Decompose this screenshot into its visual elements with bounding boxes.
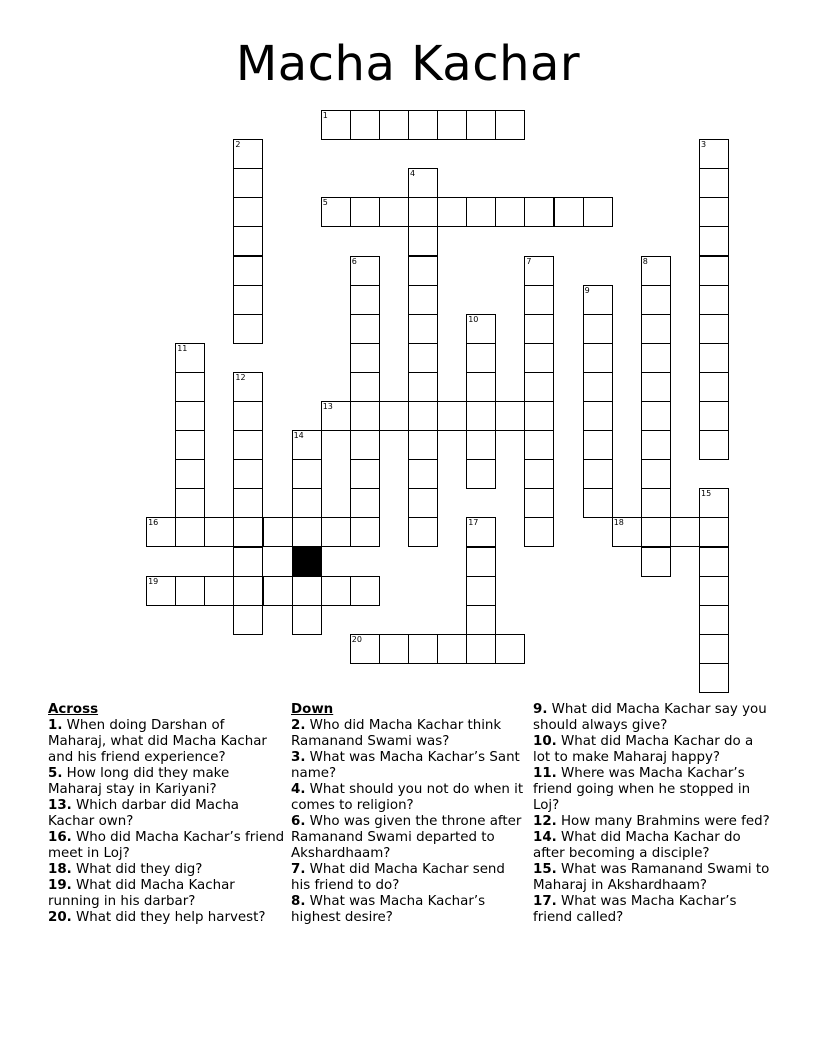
clue-text: Who did Macha Kachar’s friend meet in Loj? — [48, 830, 285, 861]
grid-cell[interactable] — [233, 372, 263, 402]
grid-cell[interactable] — [233, 139, 263, 169]
clue-number: 8 — [642, 256, 648, 266]
grid-cell[interactable] — [321, 197, 351, 227]
clue-text: How many Brahmins were fed? — [556, 814, 770, 829]
grid-cell[interactable] — [233, 314, 263, 344]
grid-cell[interactable] — [233, 459, 263, 489]
grid-cell[interactable] — [175, 488, 205, 518]
clue-number-label: 20. — [48, 910, 72, 925]
grid-cell[interactable] — [175, 401, 205, 431]
grid-cell[interactable] — [466, 459, 496, 489]
grid-cell[interactable] — [292, 517, 322, 547]
clue-number: 7 — [526, 256, 532, 266]
clue-number-label: 3. — [291, 750, 306, 765]
grid-cell[interactable] — [699, 168, 729, 198]
grid-cell[interactable] — [350, 576, 380, 606]
grid-cell[interactable] — [233, 401, 263, 431]
grid-cell[interactable] — [437, 197, 467, 227]
grid-cell[interactable] — [408, 197, 438, 227]
clue-number-label: 13. — [48, 798, 72, 813]
grid-cell[interactable] — [175, 576, 205, 606]
grid-cell[interactable] — [350, 110, 380, 140]
grid-cell[interactable] — [495, 110, 525, 140]
grid-cell[interactable] — [466, 372, 496, 402]
grid-cell[interactable] — [233, 488, 263, 518]
clue-number-label: 18. — [48, 862, 72, 877]
grid-cell[interactable] — [233, 517, 263, 547]
grid-cell[interactable] — [350, 634, 380, 664]
grid-cell[interactable] — [699, 314, 729, 344]
grid-cell[interactable] — [641, 430, 671, 460]
clue-item — [48, 766, 286, 798]
clue-number: 10 — [468, 314, 479, 324]
clue-number-label: 8. — [291, 894, 306, 909]
grid-cell[interactable] — [466, 547, 496, 577]
clue-number: 19 — [148, 576, 159, 586]
grid-cell[interactable] — [699, 197, 729, 227]
grid-cell[interactable] — [524, 372, 554, 402]
grid-cell[interactable] — [350, 256, 380, 286]
black-square — [292, 547, 322, 577]
grid-cell[interactable] — [321, 517, 351, 547]
grid-cell[interactable] — [466, 430, 496, 460]
clue-number: 6 — [351, 256, 357, 266]
clue-item — [291, 814, 527, 862]
grid-cell[interactable] — [699, 576, 729, 606]
clue-number-label: 11. — [533, 766, 557, 781]
grid-cell[interactable] — [350, 430, 380, 460]
grid-cell[interactable] — [583, 285, 613, 315]
grid-cell[interactable] — [321, 110, 351, 140]
grid-cell[interactable] — [350, 372, 380, 402]
grid-cell[interactable] — [641, 372, 671, 402]
grid-cell[interactable] — [408, 401, 438, 431]
grid-cell[interactable] — [321, 576, 351, 606]
clue-number-label: 10. — [533, 734, 557, 749]
grid-cell[interactable] — [350, 401, 380, 431]
grid-cell[interactable] — [699, 401, 729, 431]
clue-item — [48, 910, 286, 926]
clue-number: 3 — [701, 140, 707, 150]
clue-number-label: 17. — [533, 894, 557, 909]
grid-cell[interactable] — [408, 430, 438, 460]
grid-cell[interactable] — [524, 430, 554, 460]
grid-cell[interactable] — [524, 401, 554, 431]
grid-cell[interactable] — [408, 285, 438, 315]
grid-cell[interactable] — [641, 517, 671, 547]
clue-item — [533, 830, 771, 862]
grid-cell[interactable] — [524, 314, 554, 344]
grid-cell[interactable] — [524, 256, 554, 286]
clue-item — [48, 830, 286, 862]
grid-cell[interactable] — [583, 343, 613, 373]
grid-cell[interactable] — [408, 168, 438, 198]
down-heading: Down — [291, 702, 334, 717]
grid-cell[interactable] — [263, 576, 293, 606]
grid-cell[interactable] — [583, 197, 613, 227]
grid-cell[interactable] — [641, 256, 671, 286]
grid-cell[interactable] — [612, 517, 642, 547]
grid-cell[interactable] — [641, 459, 671, 489]
clue-number: 4 — [410, 169, 416, 179]
grid-cell[interactable] — [233, 256, 263, 286]
grid-cell[interactable] — [292, 488, 322, 518]
clue-text: What did Macha Kachar send his friend to do? — [291, 862, 505, 893]
grid-cell[interactable] — [699, 256, 729, 286]
grid-cell[interactable] — [408, 256, 438, 286]
clue-item — [291, 894, 527, 926]
across-clues-column — [48, 702, 286, 926]
grid-cell[interactable] — [292, 605, 322, 635]
clue-item — [533, 862, 771, 894]
clue-item — [291, 718, 527, 750]
clue-number: 15 — [701, 489, 712, 499]
clue-number-label: 1. — [48, 718, 63, 733]
grid-cell[interactable] — [175, 459, 205, 489]
clue-item — [533, 734, 771, 766]
grid-cell[interactable] — [408, 314, 438, 344]
clue-number: 11 — [177, 343, 188, 353]
clue-text: What was Ramanand Swami to Maharaj in Akshardhaam? — [533, 862, 770, 893]
clue-item — [48, 878, 286, 910]
clue-text: What was Macha Kachar’s highest desire? — [291, 894, 486, 925]
clue-number: 2 — [235, 140, 241, 150]
across-heading: Across — [48, 702, 99, 717]
grid-cell[interactable] — [233, 430, 263, 460]
clue-number: 12 — [235, 372, 246, 382]
grid-cell[interactable] — [699, 372, 729, 402]
clue-text: What did Macha Kachar do after becoming a disciple? — [533, 830, 741, 861]
grid-cell[interactable] — [292, 576, 322, 606]
clue-number-label: 15. — [533, 862, 557, 877]
grid-cell[interactable] — [699, 634, 729, 664]
grid-cell[interactable] — [350, 285, 380, 315]
grid-cell[interactable] — [292, 430, 322, 460]
grid-cell[interactable] — [437, 110, 467, 140]
grid-cell[interactable] — [408, 372, 438, 402]
grid-cell[interactable] — [175, 430, 205, 460]
clue-number-label: 5. — [48, 766, 63, 781]
clue-number: 17 — [468, 518, 479, 528]
grid-cell[interactable] — [524, 343, 554, 373]
grid-cell[interactable] — [583, 488, 613, 518]
grid-cell[interactable] — [408, 488, 438, 518]
clue-item — [533, 814, 771, 830]
grid-cell[interactable] — [641, 343, 671, 373]
clue-number-label: 14. — [533, 830, 557, 845]
clue-text: Who was given the throne after Ramanand Swami departed to Akshardhaam? — [291, 814, 522, 861]
clue-text: Who did Macha Kachar think Ramanand Swami was? — [291, 718, 502, 749]
clue-number-label: 2. — [291, 718, 306, 733]
grid-cell[interactable] — [524, 285, 554, 315]
grid-cell[interactable] — [233, 576, 263, 606]
clue-number-label: 4. — [291, 782, 306, 797]
clue-text: What was Macha Kachar’s friend called? — [533, 894, 737, 925]
grid-cell[interactable] — [466, 576, 496, 606]
grid-cell[interactable] — [641, 547, 671, 577]
grid-cell[interactable] — [175, 372, 205, 402]
grid-cell[interactable] — [699, 343, 729, 373]
grid-cell[interactable] — [146, 576, 176, 606]
grid-cell[interactable] — [350, 488, 380, 518]
grid-cell[interactable] — [699, 605, 729, 635]
clue-item — [291, 862, 527, 894]
clue-item — [533, 702, 771, 734]
grid-cell[interactable] — [583, 430, 613, 460]
clue-number-label: 9. — [533, 702, 548, 717]
grid-cell[interactable] — [233, 605, 263, 635]
grid-cell[interactable] — [466, 517, 496, 547]
grid-cell[interactable] — [554, 197, 584, 227]
grid-cell[interactable] — [641, 401, 671, 431]
clue-item — [533, 894, 771, 926]
grid-cell[interactable] — [292, 459, 322, 489]
grid-cell[interactable] — [641, 314, 671, 344]
clue-item — [48, 798, 286, 830]
clue-text: What did Macha Kachar say you should always give? — [533, 702, 767, 733]
grid-cell[interactable] — [524, 197, 554, 227]
grid-cell[interactable] — [670, 517, 700, 547]
grid-cell[interactable] — [466, 605, 496, 635]
clue-number-label: 19. — [48, 878, 72, 893]
grid-cell[interactable] — [583, 314, 613, 344]
grid-cell[interactable] — [437, 401, 467, 431]
grid-cell[interactable] — [583, 401, 613, 431]
clue-number: 14 — [293, 431, 304, 441]
grid-cell[interactable] — [263, 517, 293, 547]
grid-cell[interactable] — [321, 401, 351, 431]
grid-cell[interactable] — [466, 314, 496, 344]
clue-item — [291, 750, 527, 782]
grid-cell[interactable] — [524, 517, 554, 547]
clue-text: How long did they make Maharaj stay in Kariyani? — [48, 766, 230, 797]
clue-number: 18 — [613, 518, 624, 528]
clue-text: What did Macha Kachar running in his darbar? — [48, 878, 235, 909]
grid-cell[interactable] — [233, 226, 263, 256]
clue-item — [533, 766, 771, 814]
grid-cell[interactable] — [495, 401, 525, 431]
grid-cell[interactable] — [641, 488, 671, 518]
puzzle-title: Macha Kachar — [235, 36, 581, 92]
clue-text: Where was Macha Kachar’s friend going when he stopped in Loj? — [533, 766, 751, 813]
grid-cell[interactable] — [379, 197, 409, 227]
grid-cell[interactable] — [350, 459, 380, 489]
grid-cell[interactable] — [204, 576, 234, 606]
grid-cell[interactable] — [408, 226, 438, 256]
clue-number: 13 — [322, 402, 333, 411]
grid-cell[interactable] — [699, 663, 729, 693]
grid-cell[interactable] — [524, 459, 554, 489]
grid-cell[interactable] — [350, 517, 380, 547]
clue-number: 20 — [351, 634, 362, 644]
grid-cell[interactable] — [524, 488, 554, 518]
grid-cell[interactable] — [466, 343, 496, 373]
clue-text: What should you not do when it comes to religion? — [291, 782, 524, 813]
grid-cell[interactable] — [408, 517, 438, 547]
grid-cell[interactable] — [699, 488, 729, 518]
grid-cell[interactable] — [379, 634, 409, 664]
grid-cell[interactable] — [699, 285, 729, 315]
grid-cell[interactable] — [146, 517, 176, 547]
clue-text: What did Macha Kachar do a lot to make Maharaj happy? — [533, 734, 754, 765]
grid-cell[interactable] — [583, 372, 613, 402]
grid-cell[interactable] — [466, 197, 496, 227]
clue-number: 1 — [322, 111, 328, 120]
clue-number-label: 6. — [291, 814, 306, 829]
clue-item — [291, 782, 527, 814]
clue-text: When doing Darshan of Maharaj, what did Macha Kachar and his friend experience? — [48, 718, 267, 765]
clue-number-label: 16. — [48, 830, 72, 845]
grid-cell[interactable] — [350, 343, 380, 373]
grid-cell[interactable] — [408, 343, 438, 373]
grid-cell[interactable] — [204, 517, 234, 547]
grid-cell[interactable] — [699, 139, 729, 169]
clue-text: Which darbar did Macha Kachar own? — [48, 798, 240, 829]
clue-number: 9 — [584, 285, 590, 295]
grid-cell[interactable] — [466, 110, 496, 140]
clue-item — [48, 862, 286, 878]
grid-cell[interactable] — [408, 459, 438, 489]
grid-cell[interactable] — [233, 285, 263, 315]
clue-item — [48, 718, 286, 766]
grid-cell[interactable] — [495, 197, 525, 227]
grid-cell[interactable] — [699, 547, 729, 577]
grid-cell[interactable] — [379, 110, 409, 140]
clue-text: What did they help harvest? — [71, 910, 266, 925]
grid-cell[interactable] — [175, 517, 205, 547]
grid-cell[interactable] — [350, 314, 380, 344]
grid-cell[interactable] — [466, 634, 496, 664]
grid-cell[interactable] — [379, 401, 409, 431]
grid-cell[interactable] — [408, 634, 438, 664]
down-clues-continued-column — [533, 702, 771, 926]
down-clues-column — [291, 702, 527, 926]
grid-cell[interactable] — [233, 168, 263, 198]
grid-cell[interactable] — [699, 226, 729, 256]
grid-cell[interactable] — [495, 634, 525, 664]
grid-cell[interactable] — [233, 547, 263, 577]
clue-number-label: 12. — [533, 814, 557, 829]
grid-cell[interactable] — [699, 430, 729, 460]
grid-cell[interactable] — [408, 110, 438, 140]
grid-cell[interactable] — [233, 197, 263, 227]
grid-cell[interactable] — [437, 634, 467, 664]
grid-cell[interactable] — [350, 197, 380, 227]
clue-number-label: 7. — [291, 862, 306, 877]
clue-text: What was Macha Kachar’s Sant name? — [291, 750, 520, 781]
clue-number: 5 — [322, 198, 328, 208]
grid-cell[interactable] — [641, 285, 671, 315]
grid-cell[interactable] — [175, 343, 205, 373]
grid-cell[interactable] — [583, 459, 613, 489]
grid-cell[interactable] — [699, 517, 729, 547]
clue-text: What did they dig? — [71, 862, 203, 877]
grid-cell[interactable] — [466, 401, 496, 431]
clue-number: 16 — [148, 518, 159, 528]
